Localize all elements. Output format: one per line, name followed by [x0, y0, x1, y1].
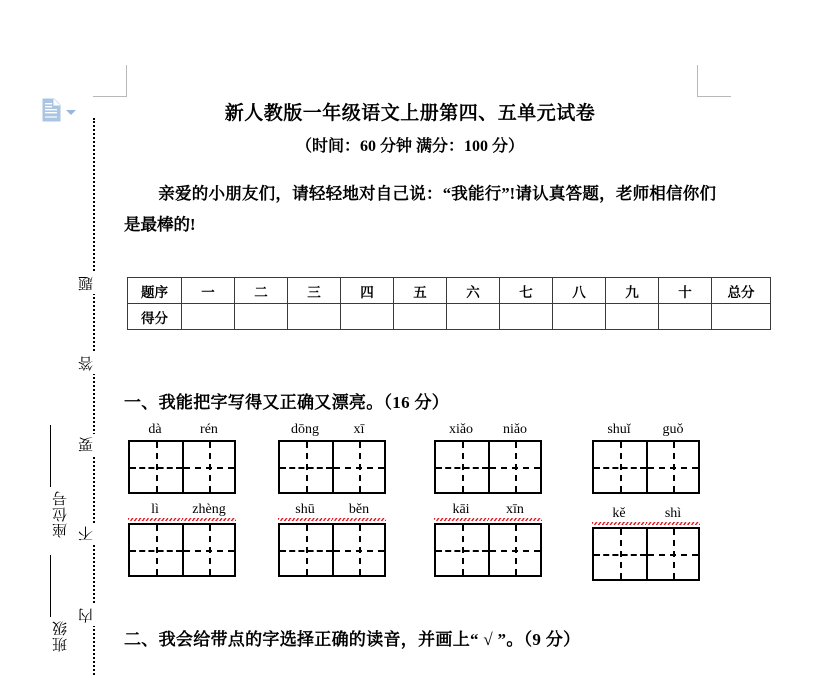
writing-grid-group-2 — [278, 421, 386, 494]
writing-grid-group-8 — [592, 505, 700, 581]
score-cell-6[interactable] — [447, 304, 500, 330]
chevron-down-icon[interactable] — [66, 110, 76, 115]
writing-grid-group-6 — [278, 501, 386, 577]
pinyin-syllable: rén — [200, 422, 218, 437]
writing-grid-group-1 — [128, 421, 236, 494]
tianzige-cell[interactable] — [130, 442, 182, 492]
class-label: 班级 — [53, 620, 69, 652]
seal-char-3: 不 — [80, 523, 110, 544]
pinyin-row — [592, 421, 700, 438]
tianzige-cell[interactable] — [436, 525, 488, 575]
tianzige-cell[interactable] — [280, 525, 332, 575]
pinyin-syllable: zhèng — [182, 501, 236, 521]
seal-char-1: 答 — [80, 353, 110, 374]
writing-grid-group-7 — [434, 501, 542, 577]
seat-number-field[interactable] — [50, 425, 71, 538]
tianzige-box[interactable] — [128, 523, 236, 577]
tianzige-cell[interactable] — [182, 525, 234, 575]
pinyin-syllable: niǎo — [502, 422, 528, 437]
pinyin-syllable: dà — [148, 422, 162, 437]
intro-paragraph — [124, 178, 716, 240]
score-cell-7[interactable] — [500, 304, 553, 330]
class-field[interactable] — [50, 555, 71, 652]
tianzige-cell[interactable] — [488, 442, 540, 492]
tianzige-box[interactable] — [434, 440, 542, 494]
score-cell-2[interactable] — [235, 304, 288, 330]
tianzige-cell[interactable] — [130, 525, 182, 575]
score-cell-3[interactable] — [288, 304, 341, 330]
intro-line-1: 亲爱的小朋友们，请轻轻地对自己说：“我能行”!请认真答题， — [158, 184, 616, 203]
pinyin-row — [434, 421, 542, 438]
col-header-2: 二 — [235, 278, 288, 304]
score-cell-total[interactable] — [712, 304, 771, 330]
crop-mark-top-right — [697, 65, 731, 97]
col-header-9: 九 — [606, 278, 659, 304]
score-cell-8[interactable] — [553, 304, 606, 330]
page-subtitle: （时间：60 分钟 满分：100 分） — [295, 138, 524, 155]
page-title: 新人教版一年级语文上册第四、五单元试卷 — [224, 103, 596, 124]
document-icon[interactable] — [42, 98, 61, 122]
writing-grid-group-4 — [592, 421, 700, 494]
seal-char-2: 要 — [80, 434, 110, 455]
tianzige-box[interactable] — [128, 440, 236, 494]
tianzige-cell[interactable] — [646, 442, 698, 492]
tianzige-cell[interactable] — [646, 529, 698, 579]
paste-options-widget[interactable] — [42, 98, 76, 122]
pinyin-row — [128, 501, 236, 521]
table-row-scores — [128, 304, 771, 330]
col-header-10: 十 — [659, 278, 712, 304]
seat-number-rule — [50, 425, 51, 487]
col-header-total: 总分 — [712, 278, 771, 304]
pinyin-syllable: shū — [278, 501, 332, 521]
col-header-7: 七 — [500, 278, 553, 304]
tianzige-box[interactable] — [278, 523, 386, 577]
section-heading-2: 二、我会给带点的字选择正确的读音，并画上“ √ ”。（9 分） — [124, 630, 581, 649]
tianzige-cell[interactable] — [594, 529, 646, 579]
col-header-5: 五 — [394, 278, 447, 304]
tianzige-cell[interactable] — [594, 442, 646, 492]
pinyin-syllable: kāi — [434, 501, 488, 521]
pinyin-syllable: lì — [128, 501, 182, 521]
pinyin-row — [592, 505, 700, 525]
pinyin-syllable: shuǐ — [607, 422, 631, 437]
pinyin-syllable: xiǎo — [448, 422, 474, 437]
section-heading-1: 一、我能把字写得又正确又漂亮。（16 分） — [124, 393, 450, 412]
tianzige-box[interactable] — [592, 440, 700, 494]
pinyin-row — [128, 421, 236, 438]
tianzige-cell[interactable] — [436, 442, 488, 492]
pinyin-syllable: běn — [332, 501, 386, 521]
seal-char-4: 内 — [80, 605, 110, 626]
row-label-question: 题序 — [128, 278, 182, 304]
tianzige-cell[interactable] — [332, 525, 384, 575]
col-header-8: 八 — [553, 278, 606, 304]
score-table — [127, 277, 771, 330]
pinyin-syllable: dōng — [291, 422, 319, 437]
pinyin-syllable: kě — [592, 505, 646, 525]
seal-char-0: 题 — [80, 273, 110, 294]
col-header-1: 一 — [182, 278, 235, 304]
pinyin-syllable: xīn — [488, 501, 542, 521]
score-cell-5[interactable] — [394, 304, 447, 330]
tianzige-cell[interactable] — [280, 442, 332, 492]
pinyin-row — [278, 421, 386, 438]
col-header-3: 三 — [288, 278, 341, 304]
tianzige-cell[interactable] — [332, 442, 384, 492]
seal-dotted-line — [93, 118, 95, 675]
crop-mark-top-left — [93, 65, 127, 97]
writing-grid-group-5 — [128, 501, 236, 577]
intro-line-2: 老师相信你们是最棒的! — [124, 184, 717, 234]
tianzige-box[interactable] — [434, 523, 542, 577]
score-cell-10[interactable] — [659, 304, 712, 330]
table-row-question-numbers — [128, 278, 771, 304]
row-label-score: 得分 — [128, 304, 182, 330]
seat-number-label: 座位号 — [53, 490, 69, 538]
writing-grid-group-3 — [434, 421, 542, 494]
pinyin-row — [434, 501, 542, 521]
col-header-4: 四 — [341, 278, 394, 304]
class-rule — [50, 555, 51, 617]
pinyin-syllable: guǒ — [662, 422, 684, 437]
pinyin-row — [278, 501, 386, 521]
tianzige-box[interactable] — [592, 527, 700, 581]
tianzige-box[interactable] — [278, 440, 386, 494]
col-header-6: 六 — [447, 278, 500, 304]
score-cell-4[interactable] — [341, 304, 394, 330]
score-cell-9[interactable] — [606, 304, 659, 330]
pinyin-syllable: shì — [646, 505, 700, 525]
tianzige-cell[interactable] — [488, 525, 540, 575]
tianzige-cell[interactable] — [182, 442, 234, 492]
score-cell-1[interactable] — [182, 304, 235, 330]
pinyin-syllable: xī — [353, 422, 365, 437]
